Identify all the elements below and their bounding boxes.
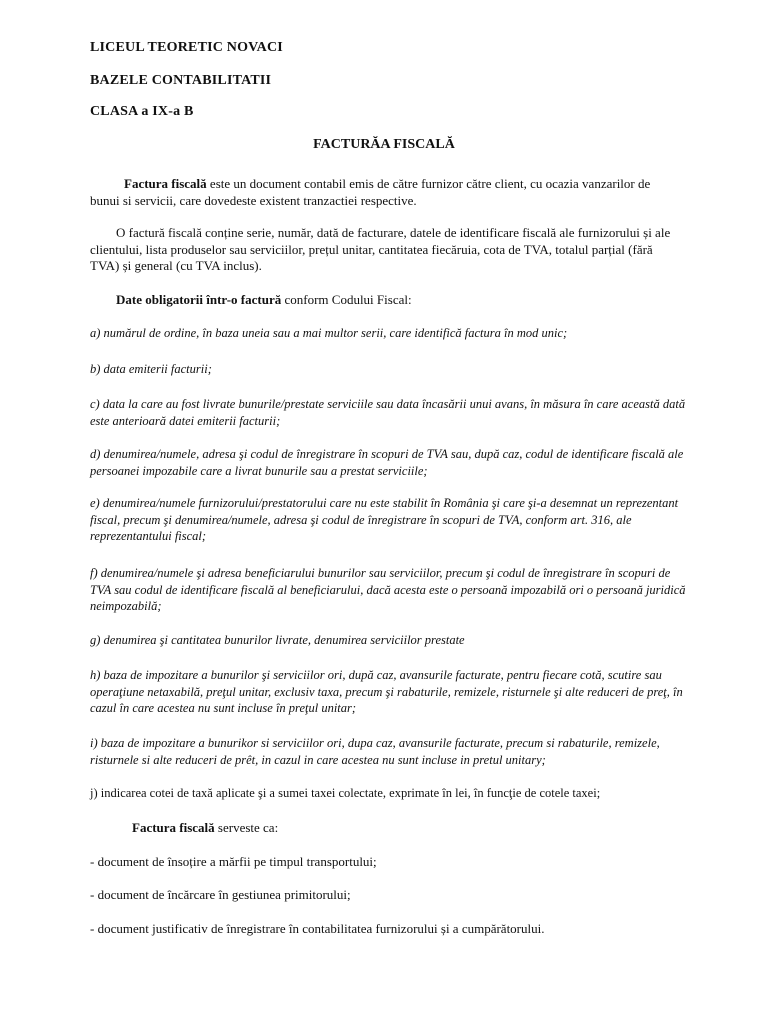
intro-definition: este un document contabil emis de către furnizor către client, cu ocazia vanzarilor de bunui si servicii, care dovedeste existent tranzactiei respective. (90, 176, 651, 208)
mandatory-heading-bold: Date obligatorii într-o factură (116, 292, 282, 307)
item-d: d) denumirea/numele, adresa şi codul de înregistrare în scopuri de TVA sau, după caz, codul de identificare fiscală ale persoanei impozabile care a livrat bunurile sau a prestat serviciile; (90, 447, 684, 478)
item-b: b) data emiterii facturii; (90, 362, 212, 376)
intro-paragraph-2: O factură fiscală conține serie, număr, dată de facturare, datele de identificare fiscală ale furnizorului și ale clientului, lista produselor sau serviciilor, prețul unitar, cantitatea fiecăruia, cota de TVA, totalul parțial (fără TVA) și general (cu TVA inclus). (90, 225, 671, 273)
item-c: c) data la care au fost livrate bunurile/prestate serviciile sau data încasării unui avans, în măsura în care această dată este anterioară datei emiterii facturii; (90, 397, 686, 428)
item-e: e) denumirea/numele furnizorului/prestatorului care nu este stabilit în România şi care şi-a desemnat un reprezentant fiscal, precum şi denumirea/numele, adresa şi codul de înregistrare în scopuri de TVA, conform art. 316, ale reprezentantului fiscal; (90, 496, 679, 543)
serves-heading-rest: serveste ca: (214, 820, 279, 835)
serves-heading (90, 820, 682, 837)
subject-name: BAZELE CONTABILITATII (90, 73, 272, 88)
intro-term: Factura fiscală (124, 176, 207, 191)
item-a: a) numărul de ordine, în baza uneia sau a mai multor serii, care identifică factura în mod unic; (90, 326, 568, 340)
item-h: h) baza de impozitare a bunurilor şi serviciilor ori, după caz, avansurile facturate, pentru fiecare cotă, scutire sau operaţiune netaxabilă, preţul unitar, exclusiv taxa, precum şi rabaturile, remizele, risturnele şi alte reduceri de preţ, în cazul în care acestea nu sunt incluse în preţul unitar; (90, 668, 683, 715)
serves-heading-bold: Factura fiscală (132, 820, 215, 835)
school-name: LICEUL TEORETIC NOVACI (90, 40, 283, 55)
item-f: f) denumirea/numele şi adresa beneficiarului bunurilor sau serviciilor, precum şi codul de înregistrare în scopuri de TVA sau codul de identificare fiscală al beneficiarului, dacă acesta este o persoană impozabilă ori o persoană juridică neimpozabilă; (90, 566, 686, 613)
class-name: CLASA a IX-a B (90, 104, 194, 119)
serves-item-1: - document de însoțire a mărfii pe timpul transportului; (90, 854, 377, 869)
serves-item-2: - document de încărcare în gestiunea primitorului; (90, 887, 351, 902)
item-i: i) baza de impozitare a bunurikor si serviciilor ori, dupa caz, avansurile facturate, precum si rabaturile, remizele, risturnele si alte reduceri de prêt, in cazul in care acestea nu sunt incluse in pretul unitary; (90, 736, 660, 767)
serves-item-3: - document justificativ de înregistrare în contabilitatea furnizorului și a cumpărătorului. (90, 921, 545, 936)
item-j: j) indicarea cotei de taxă aplicate şi a sumei taxei colectate, exprimate în lei, în funcţie de cotele taxei; (90, 786, 601, 800)
intro-paragraph-1 (90, 176, 682, 209)
mandatory-heading (90, 292, 682, 309)
item-g: g) denumirea şi cantitatea bunurilor livrate, denumirea serviciilor prestate (90, 633, 465, 647)
document-title: FACTURĂA FISCALĂ (313, 137, 455, 152)
mandatory-heading-rest: conform Codului Fiscal: (281, 292, 412, 307)
